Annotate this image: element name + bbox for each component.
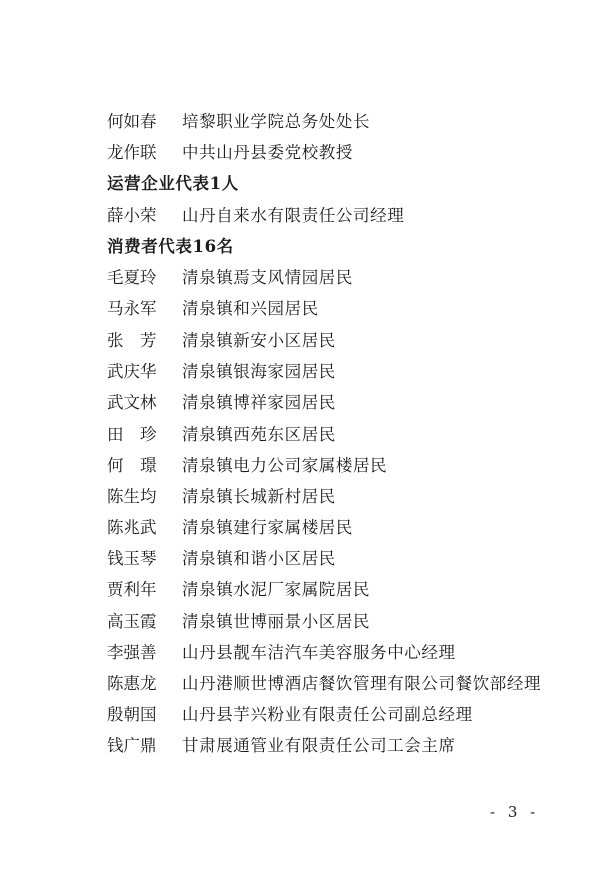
member-name: 薛小荣	[107, 206, 157, 225]
member-name: 贾利年	[107, 580, 157, 599]
member-name: 毛夏玲	[107, 268, 157, 287]
member-description: 清泉镇焉支风情园居民	[182, 268, 353, 287]
member-name: 龙作联	[107, 143, 157, 162]
member-name: 武文林	[107, 393, 157, 412]
member-description: 中共山丹县委党校教授	[182, 143, 353, 162]
member-name: 陈兆武	[107, 518, 157, 537]
member-description: 清泉镇世博丽景小区居民	[182, 612, 371, 631]
member-description: 山丹港顺世博酒店餐饮管理有限公司餐饮部经理	[182, 674, 542, 693]
member-name: 何 璟	[107, 456, 157, 475]
section-heading-operator: 运营企业代表1人	[107, 174, 239, 193]
member-name: 钱玉琴	[107, 549, 157, 568]
member-description: 清泉镇和兴园居民	[182, 299, 319, 318]
member-description: 清泉镇水泥厂家属院居民	[182, 580, 371, 599]
member-name: 马永军	[107, 299, 157, 318]
member-description: 清泉镇长城新村居民	[182, 487, 336, 506]
member-name: 陈惠龙	[107, 674, 157, 693]
member-description: 清泉镇新安小区居民	[182, 331, 336, 350]
member-description: 甘肃展通管业有限责任公司工会主席	[182, 736, 456, 755]
member-description: 清泉镇银海家园居民	[182, 362, 336, 381]
member-description: 清泉镇博祥家园居民	[182, 393, 336, 412]
member-description: 清泉镇西苑东区居民	[182, 425, 336, 444]
member-name: 田 珍	[107, 425, 157, 444]
member-name: 李强善	[107, 643, 157, 662]
member-name: 钱广鼎	[107, 736, 157, 755]
member-name: 殷朝国	[107, 705, 157, 724]
member-description: 清泉镇和谐小区居民	[182, 549, 336, 568]
member-name: 武庆华	[107, 362, 157, 381]
member-description: 山丹自来水有限责任公司经理	[182, 206, 405, 225]
member-description: 清泉镇电力公司家属楼居民	[182, 456, 388, 475]
member-description: 培黎职业学院总务处处长	[182, 112, 371, 131]
member-name: 何如春	[107, 112, 157, 131]
member-name: 张 芳	[107, 331, 157, 350]
member-description: 山丹县芋兴粉业有限责任公司副总经理	[182, 705, 473, 724]
page-number: - 3 -	[490, 803, 540, 821]
member-description: 清泉镇建行家属楼居民	[182, 518, 353, 537]
section-heading-consumer: 消费者代表16名	[107, 237, 234, 256]
member-name: 陈生均	[107, 487, 157, 506]
member-description: 山丹县靓车洁汽车美容服务中心经理	[182, 643, 456, 662]
member-name: 高玉霞	[107, 612, 157, 631]
